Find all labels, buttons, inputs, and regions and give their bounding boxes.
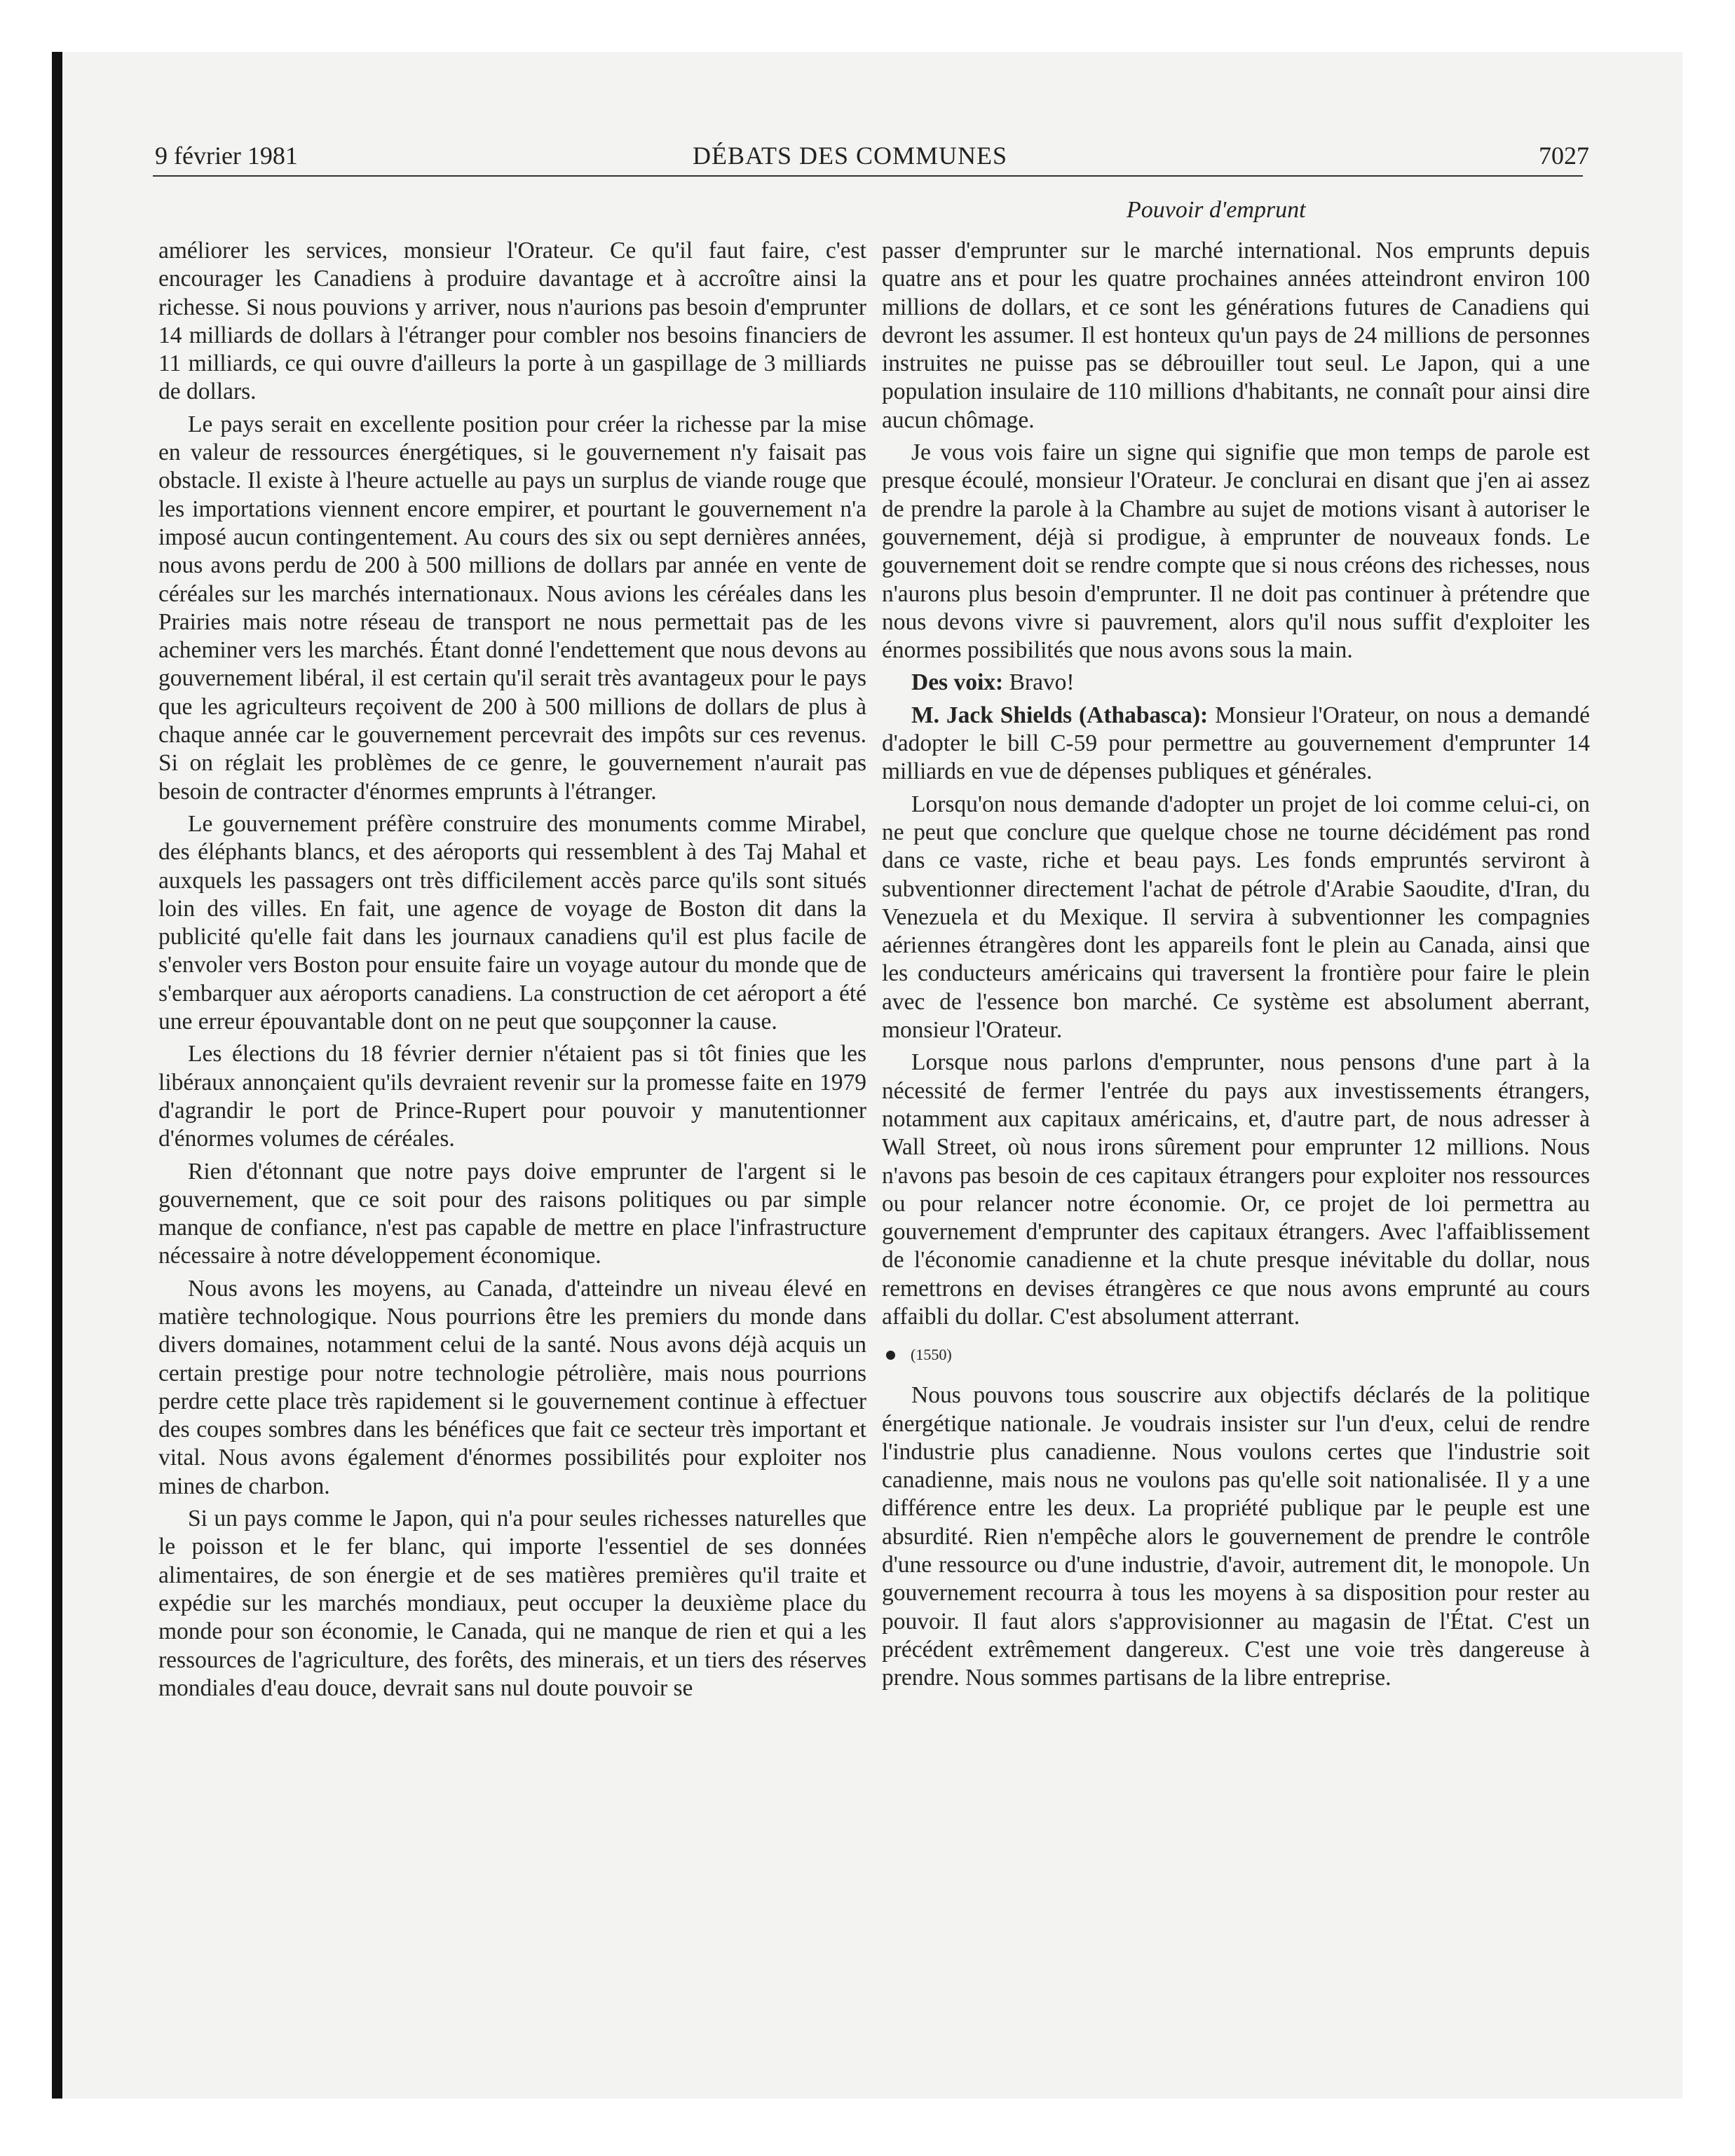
right-column — [882, 237, 1590, 1697]
paragraph: passer d'emprunter sur le marché international. Nos emprunts depuis quatre ans et pour les quatre prochaines années atteindront environ 100 millions de dollars, et ce sont les générations futures de Canadiens qui devront les assumer. Il est honteux qu'un pays de 24 millions de personnes instruites ne puisse pas se débrouiller tout seul. Le Japon, qui a une population insulaire de 110 millions d'habitants, ne connaît pour ainsi dire aucun chômage. — [882, 238, 1590, 433]
paragraph: Le pays serait en excellente position pour créer la richesse par la mise en valeur de ressources énergétiques, si le gouvernement n'y faisait pas obstacle. Il existe à l'heure actuelle au pays un surplus de viande rouge que les importations viennent encore empirer, et pourtant le gouvernement n'a imposé aucun contingentement. Au cours des six ou sept dernières années, nous avons perdu de 200 à 500 millions de dollars par année en vente de céréales sur les marchés internationaux. Nous avions les céréales dans les Prairies mais notre réseau de transport ne nous permettait pas de les acheminer vers les marchés. Étant donné l'endettement que nous devons au gouvernement libéral, il est certain qu'il serait très avantageux pour le pays que les agriculteurs reçoivent de 200 à 500 millions de dollars de plus à chaque année car le gouvernement percevrait des impôts sur ces revenus. Si on réglait les problèmes de ce genre, le gouvernement n'aurait pas besoin de contracter d'énormes emprunts à l'étranger. — [158, 411, 866, 805]
paragraph: Rien d'étonnant que notre pays doive emprunter de l'argent si le gouvernement, que ce soit pour des raisons politiques ou par simple manque de confiance, n'est pas capable de mettre en place l'infrastructure nécessaire à notre développement économique. — [158, 1158, 866, 1269]
header-page-number: 7027 — [1539, 142, 1589, 170]
paragraph: Si un pays comme le Japon, qui n'a pour seules richesses naturelles que le poisson et le fer blanc, qui importe l'essentiel de ses données alimentaires, de son énergie et de ses matières premières qu'il traite et expédie sur les marchés mondiaux, peut occuper la deuxième place du monde pour son économie, le Canada, qui ne manque de rien et qui a les ressources de l'agriculture, des forêts, des minerais, et un tiers des réserves mondiales d'eau douce, devrait sans nul doute pouvoir se — [158, 1506, 866, 1701]
paragraph: Je vous vois faire un signe qui signifie que mon temps de parole est presque écoulé, monsieur l'Orateur. Je conclurai en disant que j'en ai assez de prendre la parole à la Chambre au sujet de motions visant à autoriser le gouvernement, déjà si prodigue, à emprunter de nouveaux fonds. Le gouvernement doit se rendre compte que si nous créons des richesses, nous n'aurons plus besoin d'emprunter. Il ne doit pas continuer à prétendre que nous devons vivre si pauvrement, alors qu'il nous suffit d'exploiter les énormes possibilités que nous avons sous la main. — [882, 439, 1590, 664]
time-marker — [882, 1345, 1590, 1365]
paragraph: Nous pouvons tous souscrire aux objectifs déclarés de la politique énergétique nationale. Je voudrais insister sur l'un d'eux, celui de rendre l'industrie plus canadienne. Nous voulons certes que l'industrie soit canadienne, mais nous ne voulons pas qu'elle soit nationalisée. Il y a une différence entre les deux. La propriété publique par le peuple est une absurdité. Rien n'empêche alors le gouvernement de prendre le contrôle d'une ressource ou d'une industrie, d'avoir, autrement dit, le monopole. Un gouvernement recourra à tous les moyens à sa disposition pour rester au pouvoir. Il faut alors s'approvisionner au magasin de l'État. C'est un précédent extrêmement dangereux. C'est une voie très dangereuse à prendre. Nous sommes partisans de la libre entreprise. — [882, 1382, 1590, 1691]
paragraph: Nous avons les moyens, au Canada, d'atteindre un niveau élevé en matière technologique. Nous pourrions être les premiers du monde dans divers domaines, notamment celui de la santé. Nous avons déjà acquis un certain prestige pour notre technologie pétrolière, mais nous pourrions perdre cette place très rapidement si le gouvernement continue à effectuer des coupes sombres dans les bénéfices que fait ce secteur très important et vital. Nous avons également d'énormes possibilités pour exploiter nos mines de charbon. — [158, 1275, 866, 1499]
left-column — [158, 237, 866, 1707]
speaker-name: Des voix: — [911, 669, 1004, 696]
header-title: DÉBATS DES COMMUNES — [693, 142, 1008, 170]
speaker-voices — [882, 669, 1590, 697]
time-marker-label: (1550) — [911, 1346, 952, 1364]
paragraph: Lorsque nous parlons d'emprunter, nous pensons d'une part à la nécessité de fermer l'entrée du pays aux investissements étrangers, notamment aux capitaux américains, et, d'autre part, de nous adresser à Wall Street, où nous irons sûrement pour emprunter 12 millions. Nous n'avons pas besoin de ces capitaux étrangers pour exploiter nos ressources ou pour relancer notre économie. Or, ce projet de loi permettra au gouvernement d'emprunter des capitaux étrangers. Avec l'affaiblissement de l'économie canadienne et la chute presque inévitable du dollar, nous remettrons en devises étrangères ce que nous avons emprunté au cours affaibli du dollar. C'est absolument atterrant. — [882, 1049, 1590, 1330]
paragraph: Le gouvernement préfère construire des monuments comme Mirabel, des éléphants blancs, et des aéroports qui ressemblent à des Taj Mahal et auxquels les passagers ont très difficilement accès parce qu'ils sont situés loin des villes. En fait, une agence de voyage de Boston dit dans la publicité qu'elle fait dans les journaux canadiens qu'il est plus facile de s'envoler vers Boston pour ensuite faire un voyage autour du monde que de s'embarquer aux aéroports canadiens. La construction de cet aéroport a été une erreur épouvantable dont on ne peut que soupçonner la cause. — [158, 810, 866, 1035]
binding-edge-bar — [52, 52, 62, 2099]
speaker-shields — [882, 702, 1590, 786]
bullet-icon — [886, 1351, 895, 1360]
paragraph: Les élections du 18 février dernier n'étaient pas si tôt finies que les libéraux annonçaient qu'ils devraient revenir sur la promesse faite en 1979 d'agrandir le port de Prince-Rupert pour pouvoir y manutentionner d'énormes volumes de céréales. — [158, 1041, 866, 1152]
speaker-name: M. Jack Shields (Athabasca): — [911, 702, 1209, 728]
speech-text: Monsieur l'Orateur, on nous a demandé d'adopter le bill C-59 pour permettre au gouvernement d'emprunter 14 milliards en vue de dépenses publiques et générales. — [882, 702, 1591, 785]
paragraph: améliorer les services, monsieur l'Orateur. Ce qu'il faut faire, c'est encourager les Canadiens à produire davantage et à accroître ainsi la richesse. Si nous pouvions y arriver, nous n'aurions pas besoin d'emprunter 14 milliards de dollars à l'étranger pour combler nos besoins financiers de 11 milliards, ce qui ouvre d'ailleurs la porte à un gaspillage de 3 milliards de dollars. — [158, 238, 866, 405]
header-rule — [153, 175, 1583, 177]
paragraph: Lorsqu'on nous demande d'adopter un projet de loi comme celui-ci, on ne peut que conclure que quelque chose ne tourne décidément pas rond dans ce vaste, riche et beau pays. Les fonds empruntés serviront à subventionner directement l'achat de pétrole d'Arabie Saoudite, d'Iran, du Venezuela et du Mexique. Il servira à subventionner les compagnies aériennes étrangères dont les appareils font le plein au Canada, ainsi que les conducteurs américains qui traversent la frontière pour faire le plein avec de l'essence bon marché. Ce système est absolument aberrant, monsieur l'Orateur. — [882, 791, 1590, 1044]
section-title: Pouvoir d'emprunt — [1127, 197, 1306, 223]
header-date: 9 février 1981 — [155, 142, 298, 170]
speech-text: Bravo! — [1009, 669, 1075, 696]
